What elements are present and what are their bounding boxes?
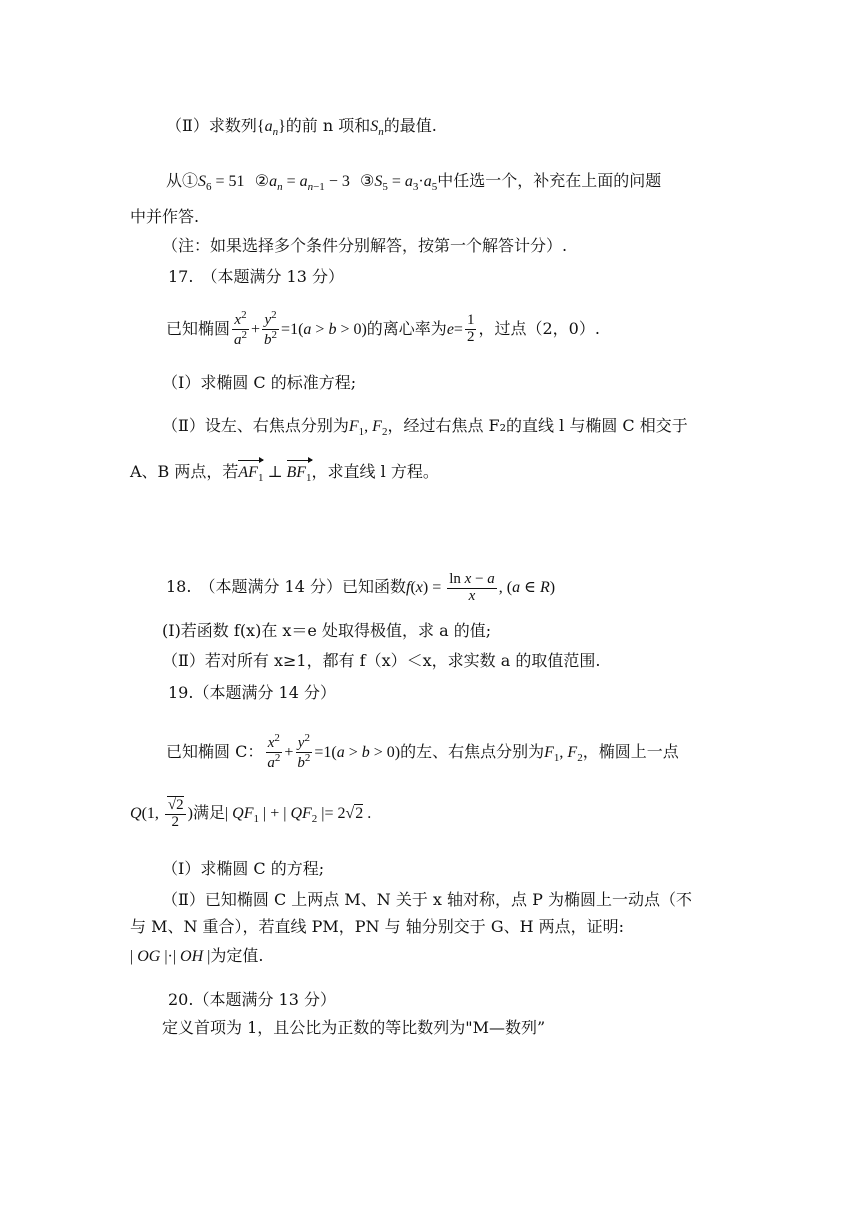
q19-stem-end: ，椭圆上一点 — [582, 741, 679, 761]
q17-foci: $F_1$, $F_2$ — [348, 418, 388, 439]
q16-part2-end: 的最值. — [383, 116, 437, 135]
q19-part1: （I）求椭圆 C 的方程; — [162, 859, 325, 878]
q16-sn: $S_n$ — [370, 118, 384, 139]
q19-part2-line1: （Ⅱ）已知椭圆 C 上两点 M、N 关于 x 轴对称，点 P 为椭圆上一动点（不 — [162, 890, 692, 909]
q19-header: 19.（本题满分 14 分） — [168, 683, 336, 702]
q17-part2-c: A、B 两点，若 — [130, 462, 239, 481]
q17-part2-line2 — [130, 462, 439, 485]
q17-part2-d: ，求直线 l 方程。 — [311, 462, 439, 481]
q17-header: 17. （本题满分 13 分） — [168, 267, 344, 286]
q19-product: | OG |·| OH | — [130, 948, 211, 965]
q16-option-1: $S_6 = 51$ — [198, 173, 245, 194]
q16-part2-line — [166, 116, 437, 139]
q19-cond-mid: 满足 — [192, 802, 225, 822]
q20-header: 20.（本题满分 13 分） — [168, 990, 336, 1009]
q17-frac-half: $\frac{1}{2}$ — [466, 312, 475, 345]
q19-stem-line: 已知椭圆 C： $\frac{x^2}{a^2}$ + $\frac{y^2}{b^2}$ =1(a > b > 0)的左、右焦点分别为$F_1$, $F_2$，椭圆上一点 — [166, 732, 679, 771]
q17-stem-end: ，过点（2，0）. — [478, 318, 600, 338]
q18-function: f(x) = $\frac{\text{ln x − a}}{x}$ , (a ∈ R) — [405, 571, 556, 604]
q16-option-3: $S_5 = a_3\cdot a_5$ — [374, 173, 438, 194]
q16-choose-prefix: 从① — [166, 171, 199, 190]
q17-e: e — [446, 320, 454, 338]
q19-frac-y: $\frac{y^2}{b^2}$ — [297, 732, 311, 771]
q17-part1: （Ⅰ）求椭圆 C 的标准方程; — [162, 373, 357, 392]
q17-stem-line: 已知椭圆 $\frac{x^2}{a^2}$ + $\frac{y^2}{b^2}$ =1(a > b > 0)的离心率为e= $\frac{1}{2}$ ，过点（2，0）. — [166, 309, 600, 348]
q19-sum-cond: | $QF_1$ | + | $QF_2$ |= 2√2 . — [224, 804, 372, 826]
q17-part2-a: （Ⅱ）设左、右焦点分别为 — [162, 416, 349, 435]
q17-perp-cond: $AF_1$ ⊥ $BF_1$ — [238, 464, 312, 485]
q16-choose-line2: 中并作答. — [130, 207, 200, 226]
q19-part2-c: 为定值. — [210, 946, 264, 965]
q19-stem-mid: 的左、右焦点分别为 — [400, 741, 545, 761]
q16-option-2: $a_n = a_{n-1} - 3$ — [269, 173, 350, 194]
q17-part2-b: ，经过右焦点 F₂的直线 l 与椭圆 C 相交于 — [387, 416, 688, 435]
q19-point-q: Q(1, $\frac{√2}{2}$ ) — [130, 797, 193, 830]
q17-stem-prefix: 已知椭圆 — [166, 318, 231, 338]
q19-part2-line3 — [130, 946, 263, 966]
q16-set-an: $\{a_n\}$ — [256, 118, 286, 139]
q19-foci: $F_1$, $F_2$ — [544, 743, 583, 764]
q19-part2-line2: 与 M、N 重合），若直线 PM，PN 与 轴分别交于 G、H 两点，证明: — [130, 917, 625, 936]
q20-stem: 定义首项为 1，且公比为正数的等比数列为"M—数列” — [162, 1018, 546, 1037]
q16-part2-tail: 的前 n 项和 — [285, 116, 371, 135]
q16-note: （注：如果选择多个条件分别解答，按第一个解答计分）. — [162, 236, 568, 255]
q19-eq-cond: =1(a > b > 0) — [314, 743, 401, 761]
q16-part2-text: （Ⅱ）求数列 — [166, 116, 257, 135]
q17-part2-line1 — [162, 416, 688, 439]
q17-stem-mid: 的离心率为 — [366, 318, 447, 338]
q18-header: 18. （本题满分 14 分）已知函数 — [166, 576, 406, 596]
q18-header-line — [166, 572, 555, 605]
q18-part2: （Ⅱ）若对所有 x≥1，都有 f（x）＜x，求实数 a 的取值范围. — [162, 651, 601, 670]
q16-choose-line: 从$①S_6 = 51$ $②a_n = a_{n-1} - 3$ $③S_5 = a_3\cdot a_5$中任选一个，补充在上面的问题 — [166, 171, 662, 194]
q19-frac-x: $\frac{x^2}{a^2}$ — [267, 732, 281, 771]
q17-eq-cond: =1(a > b > 0) — [281, 320, 367, 338]
q17-frac-y: $\frac{y^2}{b^2}$ — [264, 309, 278, 348]
q19-stem-prefix: 已知椭圆 C： — [166, 741, 264, 761]
q16-choose-mid: 中任选一个，补充在上面的问题 — [437, 171, 662, 190]
q19-cond-line — [130, 798, 371, 831]
q17-frac-x: $\frac{x^2}{a^2}$ — [234, 309, 248, 348]
q18-part1: (Ⅰ)若函数 f(x)在 x＝e 处取得极值，求 a 的值; — [162, 621, 492, 640]
